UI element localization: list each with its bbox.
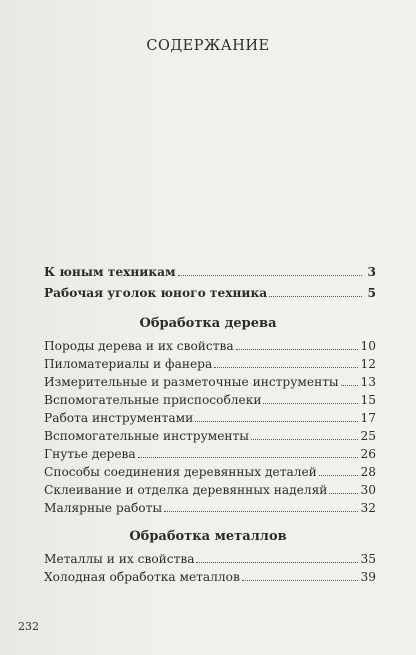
toc-entry-title: Склеивание и отделка деревянных наделяй xyxy=(44,483,328,497)
toc-entry-title: Вспомогательные приспособлеки xyxy=(44,393,262,407)
toc-entry-title: Малярные работы xyxy=(44,501,163,515)
toc-entry-page: 26 xyxy=(360,447,376,461)
toc-entry-title: Гнутье дерева xyxy=(44,447,136,461)
toc-entry xyxy=(44,551,376,567)
toc-entry-page: 15 xyxy=(360,393,376,407)
toc-entry-page: 30 xyxy=(360,483,376,497)
dot-leader xyxy=(196,561,358,563)
toc-entry-title: Холодная обработка металлов xyxy=(44,570,240,584)
toc-entry-title: Измерительные и разметочные инструменты xyxy=(44,375,339,389)
toc-entry-page: 3 xyxy=(367,265,376,279)
page-title: СОДЕРЖАНИЕ xyxy=(146,38,270,54)
toc-entry-page: 12 xyxy=(360,357,376,371)
toc-entry-title: Вспомогательные инструменты xyxy=(44,429,249,443)
toc-entry-page: 17 xyxy=(360,411,376,425)
toc-entry-title: К юным техникам xyxy=(44,265,176,279)
toc-entry-page: 39 xyxy=(360,570,376,584)
toc-entry-page: 5 xyxy=(367,286,376,300)
toc-entry-page: 35 xyxy=(360,552,376,566)
section-entries xyxy=(44,0,376,655)
toc-entry-page: 10 xyxy=(360,339,376,353)
toc-entry-title: Пиломатериалы и фанера xyxy=(44,357,213,371)
toc-entry-title: Способы соединения деревянных деталей xyxy=(44,465,317,479)
page-number: 232 xyxy=(18,620,39,633)
toc-entry-page: 13 xyxy=(360,375,376,389)
toc-entry-page: 25 xyxy=(360,429,376,443)
section-heading: Обработка дерева xyxy=(139,316,277,331)
toc-entry-page: 28 xyxy=(360,465,376,479)
toc-entry-page: 32 xyxy=(360,501,376,515)
toc-entry-title: Породы дерева и их свойства xyxy=(44,339,234,353)
toc-entry-title: Металлы и их свойства xyxy=(44,552,195,566)
section-heading: Обработка металлов xyxy=(129,529,287,544)
toc-entry-title: Работа инструментами xyxy=(44,411,194,425)
toc-entry-title: Рабочая уголок юного техника xyxy=(44,286,268,300)
toc-entry xyxy=(44,569,376,585)
dot-leader xyxy=(242,579,359,581)
